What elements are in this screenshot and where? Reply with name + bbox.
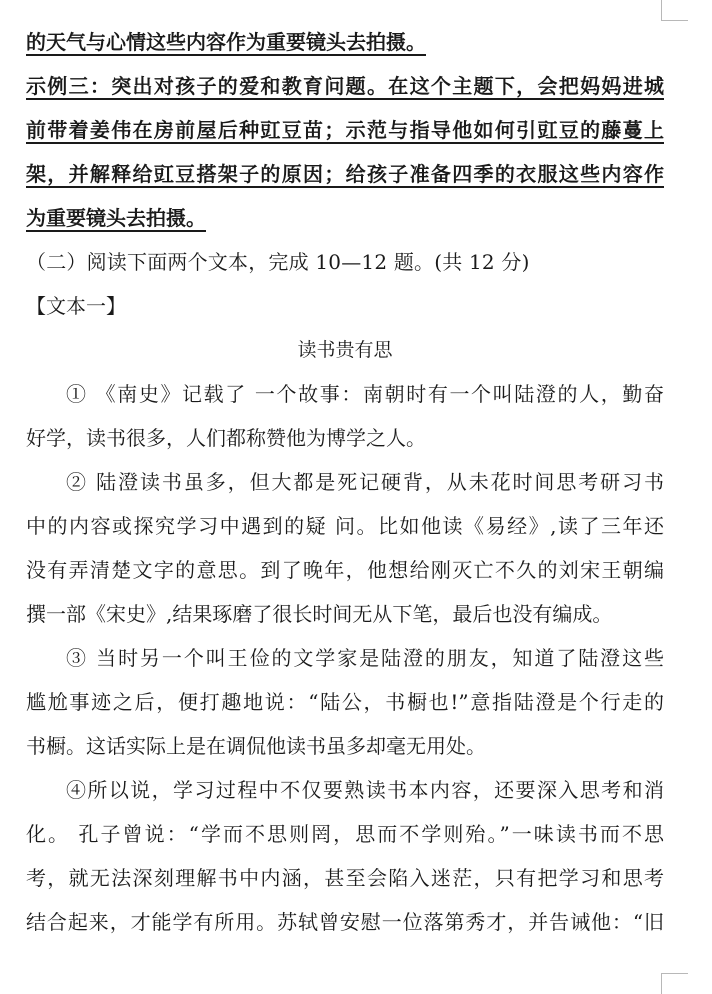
paragraph-line: 没有弄清楚文字的意思。到了晚年，他想给刚灭亡不久的刘宋王朝编 [26,558,664,582]
document-page [26,20,664,944]
answer-line: 架，并解释给豇豆搭架子的原因；给孩子准备四季的衣服这些内容作 [26,162,664,186]
page-corner-mark-bottom [661,973,688,994]
paragraph-line: 中的内容或探究学习中遇到的疑 问。比如他读《易经》,读了三年还 [26,514,664,538]
paragraph-line: 书橱。这话实际上是在调侃他读书虽多却毫无用处。 [26,734,486,758]
text-label: 【文本一】 [26,294,126,318]
answer-line [26,196,664,240]
page-corner-mark-top [661,0,688,21]
paragraph-line: ① 《南史》记载了 一个故事：南朝时有一个叫陆澄的人，勤奋 [66,382,664,406]
answer-line [26,20,664,64]
paragraph-line: 化。 孔子曾说：“学而不思则罔，思而不学则殆。”一味读书而不思 [26,822,664,846]
answer-line: 示例三：突出对孩子的爱和教育问题。在这个主题下，会把妈妈进城 [26,74,664,98]
paragraph-line: 尴尬事迹之后，便打趣地说：“陆公，书橱也!”意指陆澄是个行走的 [26,690,664,714]
paragraph-line: 结合起来，才能学有所用。苏轼曾安慰一位落第秀才，并告诫他：“旧 [26,910,664,934]
paragraph-line: ② 陆澄读书虽多，但大都是死记硬背，从未花时间思考研习书 [66,470,664,494]
paragraph-line: 考，就无法深刻理解书中内涵，甚至会陷入迷茫，只有把学习和思考 [26,866,664,890]
section-heading: （二）阅读下面两个文本，完成 10—12 题。(共 12 分) [26,250,530,274]
article-title: 读书贵有思 [297,339,393,361]
answer-text: 为重要镜头去拍摄。 [26,206,206,230]
paragraph-line: ③ 当时另一个叫王俭的文学家是陆澄的朋友，知道了陆澄这些 [66,646,664,670]
paragraph-line: ④所以说，学习过程中不仅要熟读书本内容，还要深入思考和消 [66,778,664,802]
answer-line: 前带着姜伟在房前屋后种豇豆苗；示范与指导他如何引豇豆的藤蔓上 [26,118,664,142]
answer-text: 的天气与心情这些内容作为重要镜头去拍摄。 [26,30,426,54]
paragraph-line: 好学，读书很多，人们都称赞他为博学之人。 [26,426,426,450]
paragraph-line: 撰一部《宋史》,结果琢磨了很长时间无从下笔，最后也没有编成。 [26,602,613,626]
